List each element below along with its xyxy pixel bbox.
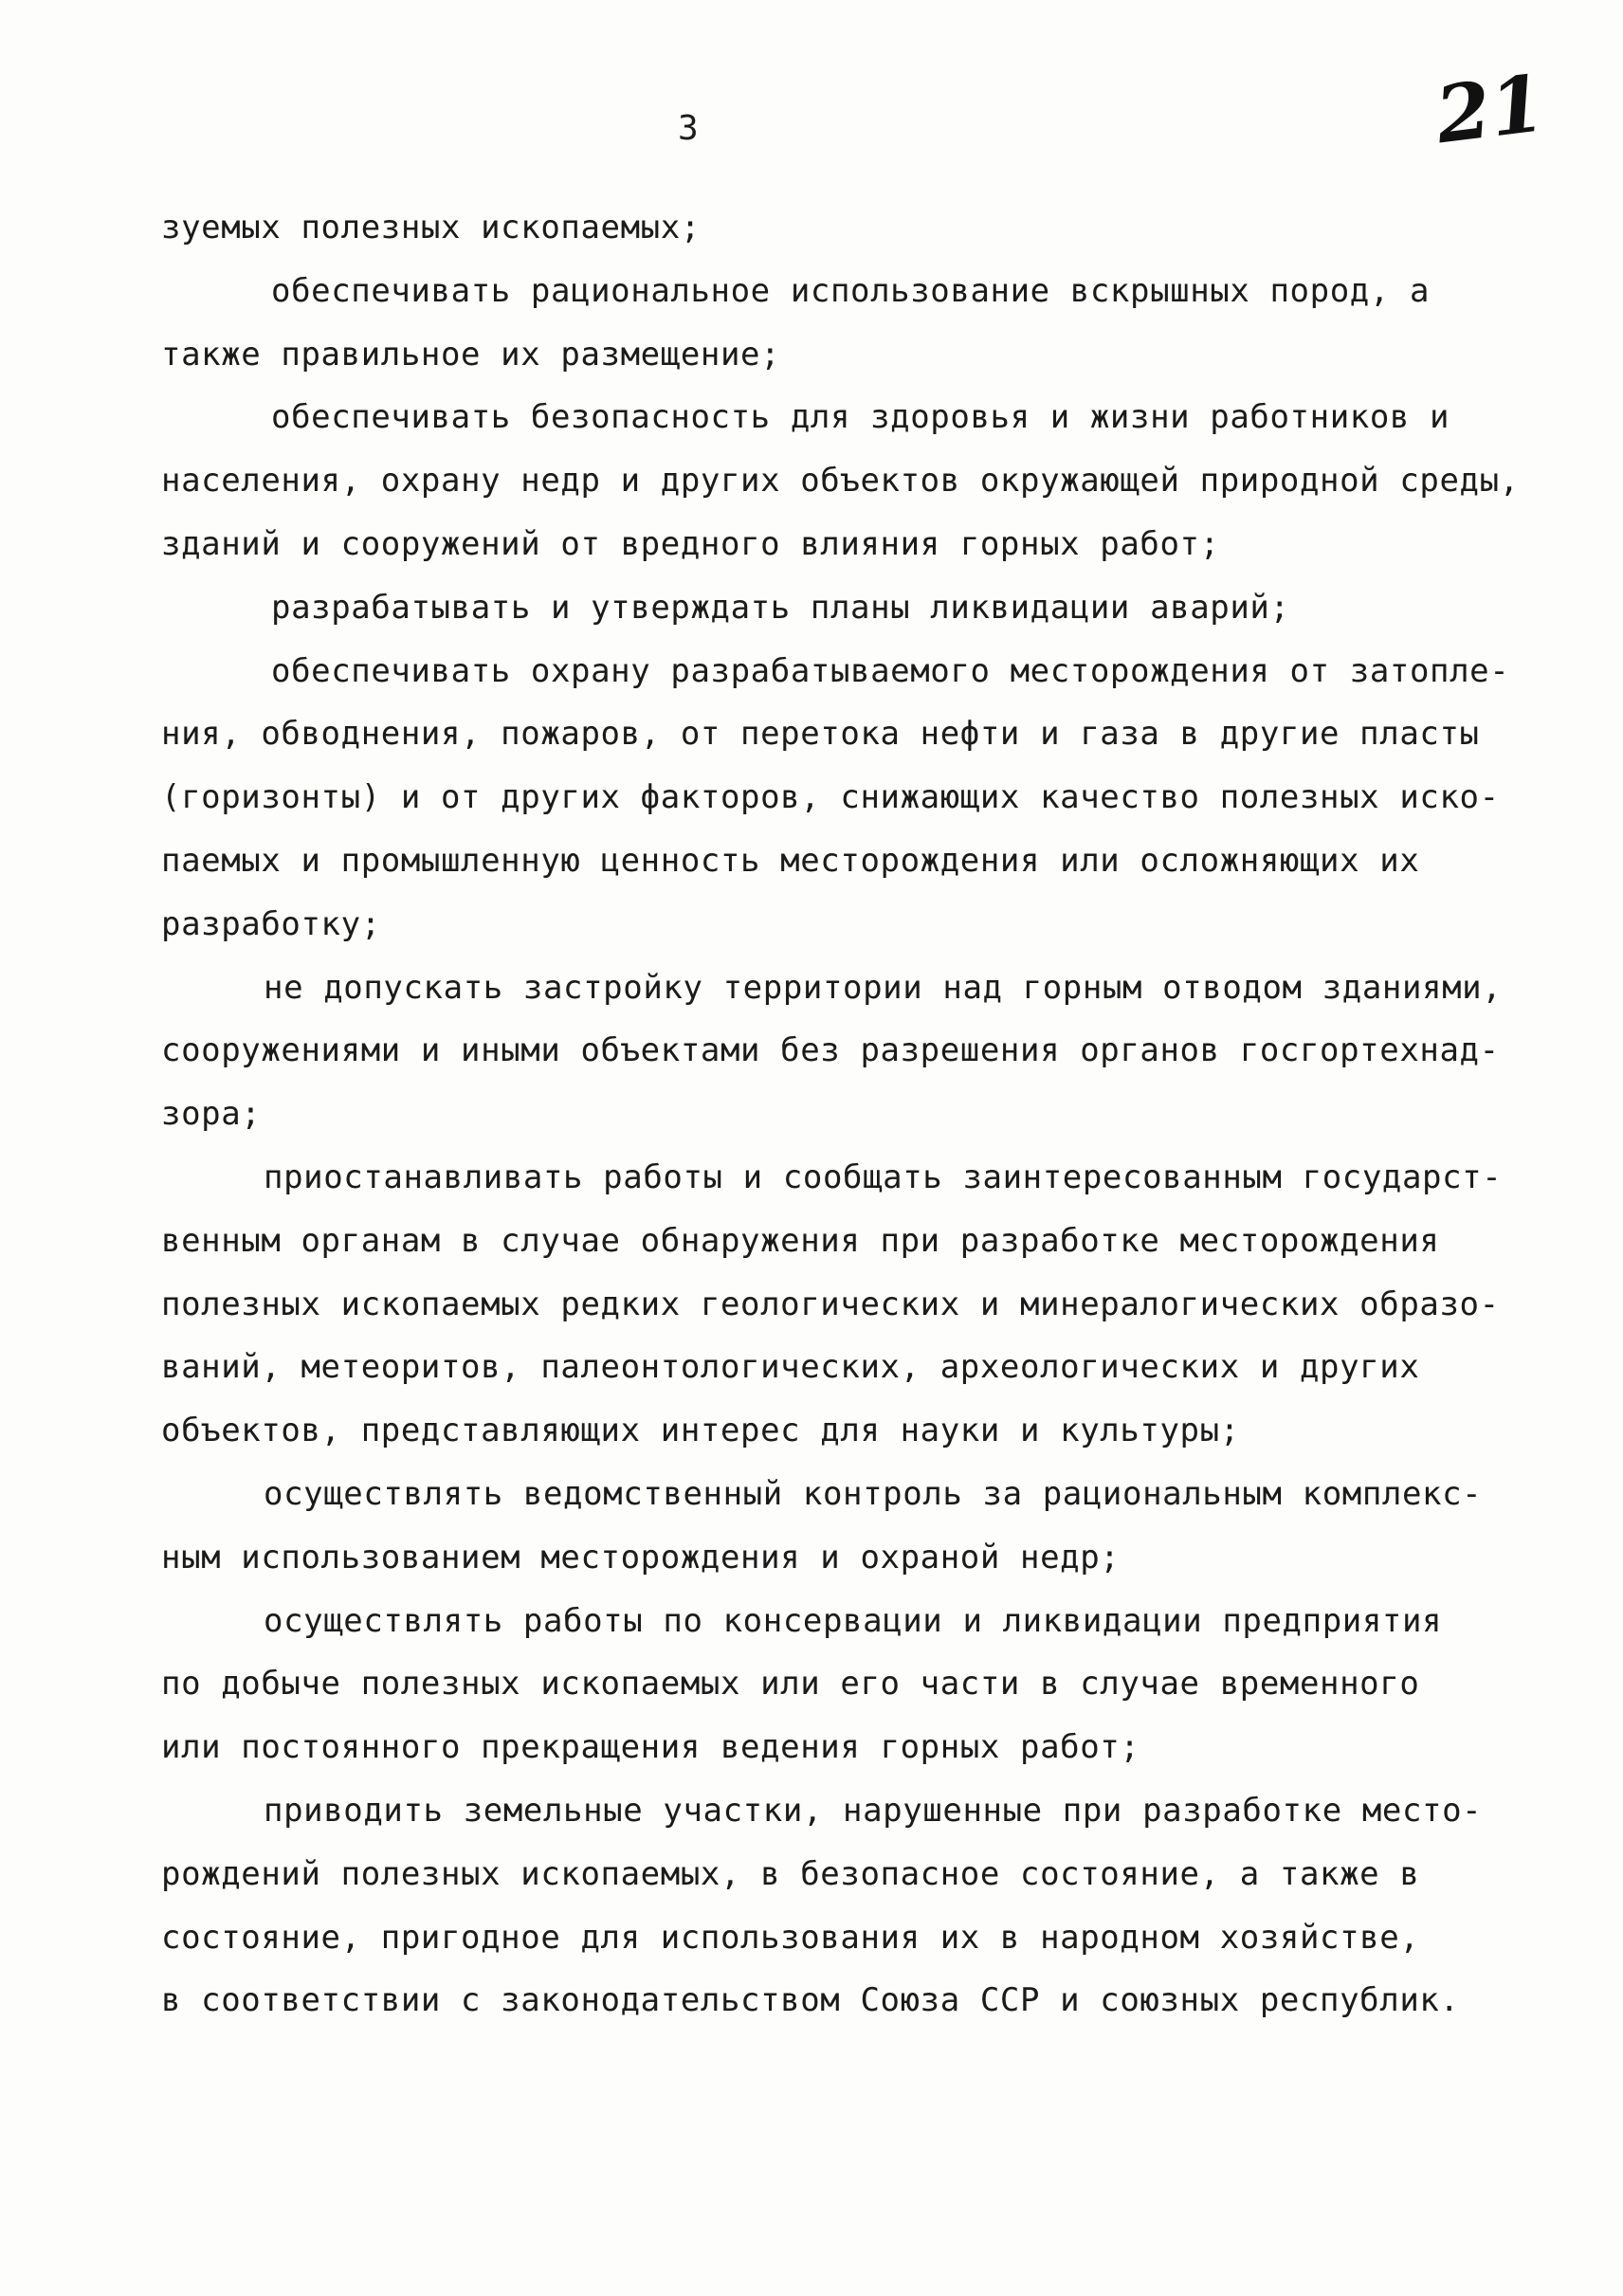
text-line: ваний, метеоритов, палеонтологических, археологических и других <box>161 1348 1420 1387</box>
text-line: населения, охрану недр и других объектов окружающей природной среды, <box>161 462 1520 501</box>
text-line: зданий и сооружений от вредного влияния горных работ; <box>161 524 1220 563</box>
text-line: обеспечивать охрану разрабатываемого месторождения от затопле- <box>271 651 1510 690</box>
text-line: обеспечивать безопасность для здоровья и жизни работников и <box>271 398 1450 437</box>
text-line: или постоянного прекращения ведения горных работ; <box>161 1728 1140 1767</box>
text-line: зора; <box>161 1095 262 1134</box>
text-line: состояние, пригодное для использования их в народном хозяйстве, <box>161 1918 1420 1957</box>
text-line: приводить земельные участки, нарушенные при разработке место- <box>264 1791 1483 1830</box>
text-line: (горизонты) и от других факторов, снижающих качество полезных иско- <box>161 778 1500 817</box>
text-line: рождений полезных ископаемых, в безопасное состояние, а также в <box>161 1854 1420 1893</box>
text-line: осуществлять ведомственный контроль за рациональным комплекс- <box>264 1474 1483 1513</box>
text-line: венным органам в случае обнаружения при разработке месторождения <box>161 1221 1440 1260</box>
text-line: ным использованием месторождения и охраной недр; <box>161 1538 1121 1576</box>
text-line: также правильное их размещение; <box>161 335 781 374</box>
text-line: сооружениями и иными объектами без разрешения органов госгортехнад- <box>161 1031 1500 1070</box>
text-line: полезных ископаемых редких геологических и минералогических образо- <box>161 1285 1500 1323</box>
text-line: обеспечивать рациональное использование вскрышных пород, а <box>271 271 1431 310</box>
text-line: ния, обводнения, пожаров, от перетока нефти и газа в другие пласты <box>161 715 1480 754</box>
text-line: объектов, представляющих интерес для науки и культуры; <box>161 1412 1240 1450</box>
text-line: разработку; <box>161 904 381 943</box>
text-line: в соответствии с законодательством Союза ССР и союзных республик. <box>161 1981 1460 2020</box>
page-number: 3 <box>678 109 700 148</box>
text-line: паемых и промышленную ценность месторождения или осложняющих их <box>161 841 1420 880</box>
text-line: разрабатывать и утверждать планы ликвидации аварий; <box>271 588 1290 627</box>
document-body <box>161 196 1520 2032</box>
text-line: приостанавливать работы и сообщать заинтересованным государст- <box>264 1157 1503 1196</box>
text-line: по добыче полезных ископаемых или его части в случае временного <box>161 1665 1420 1704</box>
text-line: зуемых полезных ископаемых; <box>161 209 701 246</box>
text-line: не допускать застройку территории над горным отводом зданиями, <box>264 968 1503 1007</box>
handwritten-archive-number: 21 <box>1431 58 1550 162</box>
text-line: осуществлять работы по консервации и ликвидации предприятия <box>264 1601 1443 1640</box>
